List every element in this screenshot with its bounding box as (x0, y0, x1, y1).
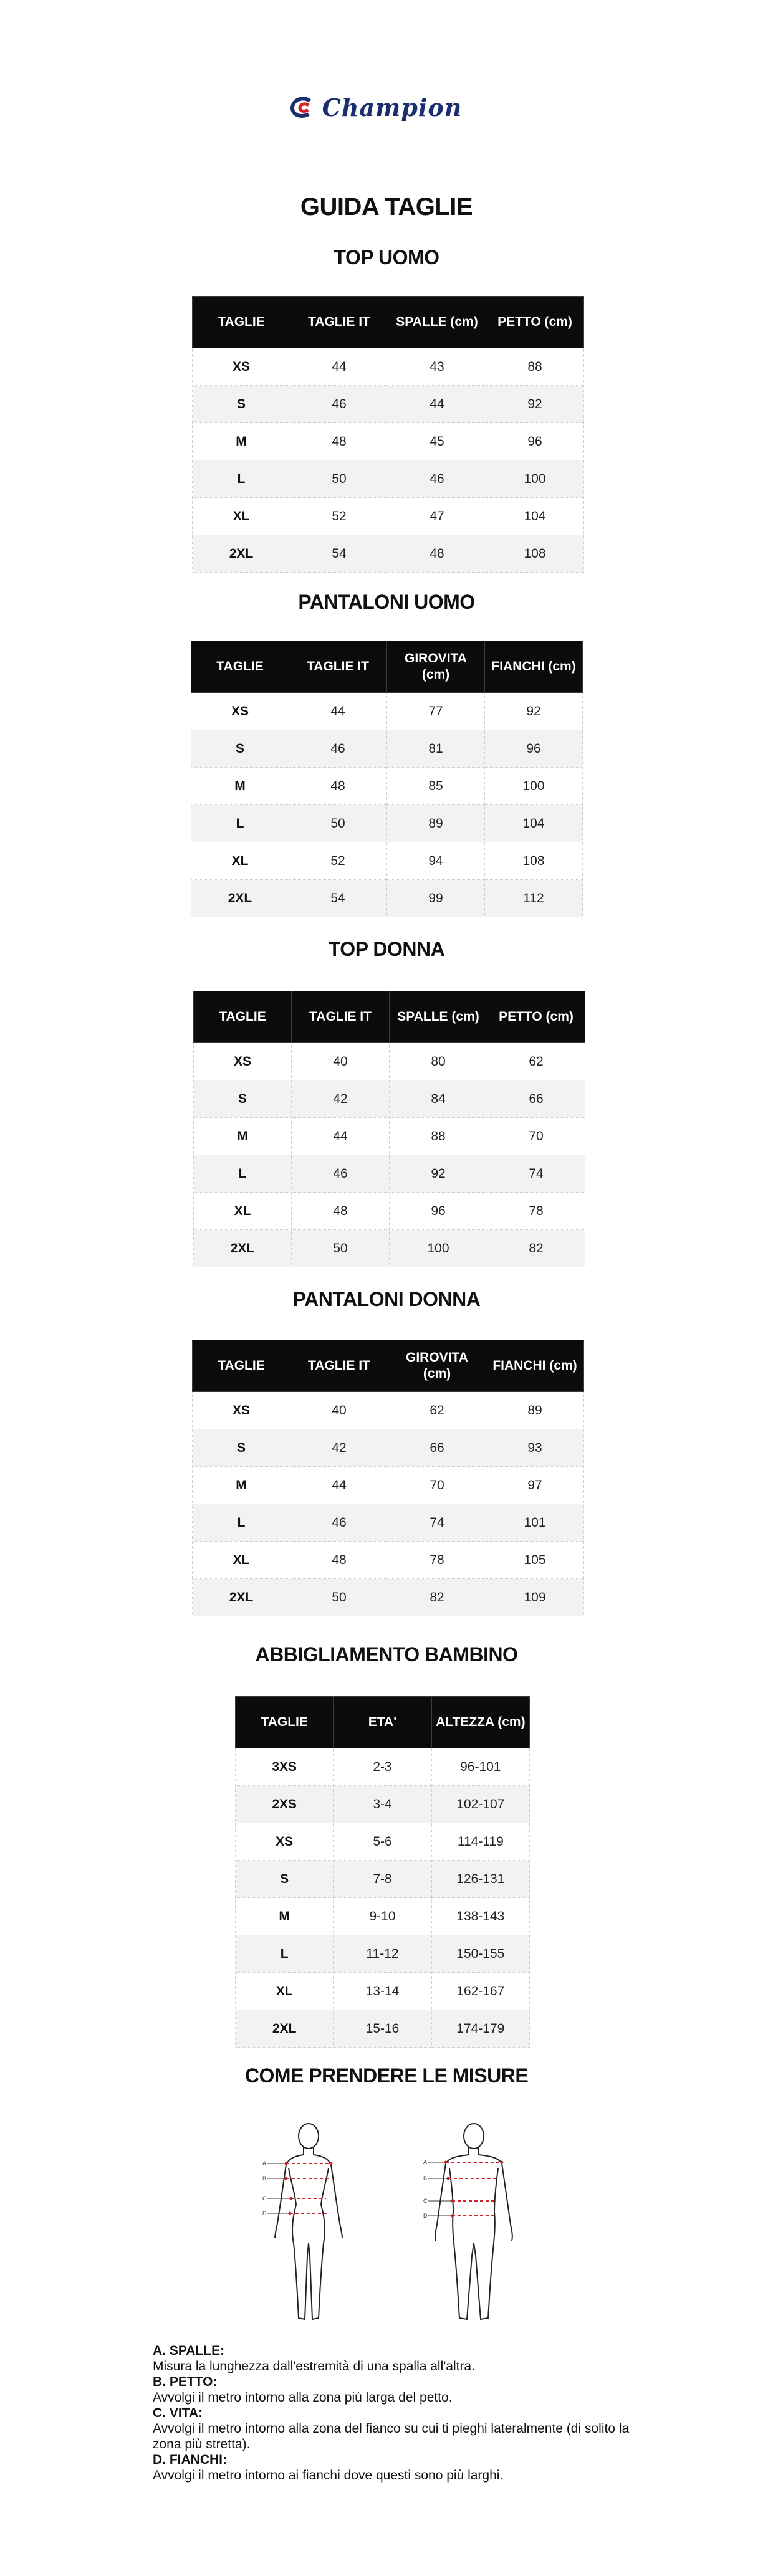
table-cell: 44 (290, 1467, 388, 1504)
table-row (193, 423, 584, 460)
table-cell: 44 (289, 693, 387, 730)
size-label-cell: S (193, 386, 290, 423)
size-table-pantaloni-donna (192, 1340, 584, 1616)
table-cell: 13-14 (334, 1973, 431, 2010)
table-cell: 43 (388, 348, 486, 386)
column-header: GIROVITA (cm) (388, 1340, 486, 1392)
table-cell: 109 (486, 1579, 584, 1616)
table-cell: 44 (388, 386, 486, 423)
table-cell: 96 (390, 1193, 487, 1230)
table-cell: 52 (289, 842, 387, 880)
table-cell: 42 (290, 1429, 388, 1467)
table-row (193, 498, 584, 535)
table-row (236, 1748, 530, 1786)
table-cell: 45 (388, 423, 486, 460)
table-header-row (194, 991, 585, 1043)
size-label-cell: 2XL (191, 880, 289, 917)
size-label-cell: XS (191, 693, 289, 730)
table-row (191, 693, 583, 730)
table-cell: 77 (387, 693, 485, 730)
table-cell: 96 (485, 730, 583, 768)
table-row (191, 730, 583, 768)
table-cell: 7-8 (334, 1861, 431, 1898)
table-cell: 48 (290, 423, 388, 460)
table-cell: 104 (486, 498, 584, 535)
table-cell: 70 (388, 1467, 486, 1504)
column-header: TAGLIE (236, 1697, 334, 1748)
table-row (191, 805, 583, 842)
table-row (194, 1043, 585, 1080)
marker-b: B (423, 2175, 428, 2182)
size-table-top-donna (193, 991, 585, 1267)
table-row (193, 348, 584, 386)
table-row (194, 1118, 585, 1155)
table-cell: 162-167 (431, 1973, 529, 2010)
column-header: SPALLE (cm) (390, 991, 487, 1043)
table-cell: 44 (292, 1118, 390, 1155)
table-cell: 82 (487, 1230, 585, 1267)
table-cell: 174-179 (431, 2010, 529, 2048)
size-label-cell: XS (193, 348, 290, 386)
table-row (193, 1429, 584, 1467)
section-title-top-donna: TOP DONNA (328, 938, 445, 960)
table-cell: 102-107 (431, 1786, 529, 1823)
column-header: ALTEZZA (cm) (431, 1697, 529, 1748)
size-label-cell: M (193, 423, 290, 460)
size-table-top-uomo (192, 296, 584, 573)
table-header-row (193, 297, 584, 348)
table-row (191, 842, 583, 880)
marker-b: B (262, 2175, 267, 2182)
section-title-pantaloni-donna: PANTALONI DONNA (292, 1288, 481, 1310)
size-label-cell: 3XS (236, 1748, 334, 1786)
table-cell: 85 (387, 768, 485, 805)
table-row (236, 1823, 530, 1861)
column-header: TAGLIE IT (290, 297, 388, 348)
table-cell: 84 (390, 1080, 487, 1118)
table-cell: 126-131 (431, 1861, 529, 1898)
table-cell: 114-119 (431, 1823, 529, 1861)
table-cell: 99 (387, 880, 485, 917)
table-cell: 54 (289, 880, 387, 917)
size-label-cell: S (236, 1861, 334, 1898)
female-body-figure (246, 2119, 371, 2330)
table-cell: 88 (390, 1118, 487, 1155)
table-cell: 96-101 (431, 1748, 529, 1786)
size-label-cell: XL (194, 1193, 292, 1230)
size-table-bambino (235, 1696, 530, 2048)
table-cell: 50 (290, 1579, 388, 1616)
table-cell: 52 (290, 498, 388, 535)
table-row (236, 1973, 530, 2010)
table-row (193, 460, 584, 498)
table-cell: 92 (485, 693, 583, 730)
table-cell: 44 (290, 348, 388, 386)
size-label-cell: M (236, 1898, 334, 1935)
column-header: ETA' (334, 1697, 431, 1748)
table-row (236, 1786, 530, 1823)
column-header: TAGLIE (191, 641, 289, 693)
table-cell: 48 (289, 768, 387, 805)
table-cell: 78 (388, 1542, 486, 1579)
table-cell: 74 (487, 1155, 585, 1193)
brand-wordmark (311, 93, 463, 122)
table-row (191, 768, 583, 805)
size-label-cell: M (194, 1118, 292, 1155)
size-label-cell: XL (193, 1542, 290, 1579)
table-row (193, 1504, 584, 1542)
size-label-cell: XS (193, 1392, 290, 1429)
table-cell: 46 (289, 730, 387, 768)
table-cell: 40 (290, 1392, 388, 1429)
table-row (193, 1467, 584, 1504)
table-row (193, 1392, 584, 1429)
male-body-figure (408, 2119, 539, 2330)
table-cell: 3-4 (334, 1786, 431, 1823)
marker-a: A (423, 2159, 428, 2165)
table-row (236, 1898, 530, 1935)
table-header-row (236, 1697, 530, 1748)
table-cell: 50 (292, 1230, 390, 1267)
table-cell: 46 (388, 460, 486, 498)
table-cell: 92 (486, 386, 584, 423)
size-label-cell: S (193, 1429, 290, 1467)
table-cell: 150-155 (431, 1935, 529, 1973)
marker-d: D (423, 2213, 428, 2219)
table-cell: 112 (485, 880, 583, 917)
table-cell: 138-143 (431, 1898, 529, 1935)
size-label-cell: L (193, 1504, 290, 1542)
table-cell: 40 (292, 1043, 390, 1080)
size-label-cell: 2XL (194, 1230, 292, 1267)
legend-text-spalle: Misura la lunghezza dall'estremità di una spalla all'altra. (153, 2359, 475, 2373)
table-row (236, 2010, 530, 2048)
size-table-pantaloni-uomo (191, 641, 583, 917)
size-label-cell: XS (194, 1043, 292, 1080)
table-header-row (193, 1340, 584, 1392)
table-cell: 50 (289, 805, 387, 842)
size-label-cell: M (191, 768, 289, 805)
legend-head-spalle: A. SPALLE: (153, 2344, 225, 2358)
marker-d: D (262, 2210, 267, 2216)
table-cell: 46 (290, 386, 388, 423)
size-label-cell: S (191, 730, 289, 768)
table-cell: 89 (486, 1392, 584, 1429)
champion-c-icon (290, 97, 315, 118)
brand-logo (0, 93, 773, 143)
column-header: TAGLIE IT (292, 991, 390, 1043)
table-cell: 89 (387, 805, 485, 842)
size-label-cell: M (193, 1467, 290, 1504)
table-cell: 108 (485, 842, 583, 880)
column-header: TAGLIE (193, 297, 290, 348)
table-row (236, 1935, 530, 1973)
table-row (193, 535, 584, 573)
size-label-cell: L (191, 805, 289, 842)
table-cell: 101 (486, 1504, 584, 1542)
section-title-top-uomo: TOP UOMO (334, 246, 439, 269)
column-header: PETTO (cm) (486, 297, 584, 348)
size-label-cell: L (194, 1155, 292, 1193)
column-header: GIROVITA (cm) (387, 641, 485, 693)
table-cell: 104 (485, 805, 583, 842)
size-label-cell: S (194, 1080, 292, 1118)
table-cell: 15-16 (334, 2010, 431, 2048)
table-cell: 66 (487, 1080, 585, 1118)
size-label-cell: L (193, 460, 290, 498)
table-row (194, 1080, 585, 1118)
table-cell: 66 (388, 1429, 486, 1467)
table-cell: 42 (292, 1080, 390, 1118)
table-cell: 100 (486, 460, 584, 498)
table-cell: 93 (486, 1429, 584, 1467)
table-cell: 70 (487, 1118, 585, 1155)
size-label-cell: XS (236, 1823, 334, 1861)
table-row (191, 880, 583, 917)
table-header-row (191, 641, 583, 693)
column-header: FIANCHI (cm) (486, 1340, 584, 1392)
legend-text-petto: Avvolgi il metro intorno alla zona più larga del petto. (153, 2390, 453, 2405)
size-label-cell: L (236, 1935, 334, 1973)
size-label-cell: XL (193, 498, 290, 535)
size-label-cell: 2XL (193, 535, 290, 573)
marker-a: A (262, 2160, 267, 2167)
column-header: SPALLE (cm) (388, 297, 486, 348)
table-cell: 92 (390, 1155, 487, 1193)
table-cell: 54 (290, 535, 388, 573)
legend-head-fianchi: D. FIANCHI: (153, 2453, 227, 2467)
table-row (193, 1542, 584, 1579)
size-label-cell: XL (236, 1973, 334, 2010)
table-cell: 100 (390, 1230, 487, 1267)
table-cell: 46 (290, 1504, 388, 1542)
section-title-misure: COME PRENDERE LE MISURE (244, 2064, 529, 2087)
measurement-figures (0, 2119, 773, 2330)
marker-c: C (423, 2198, 428, 2204)
table-cell: 80 (390, 1043, 487, 1080)
legend-text-fianchi: Avvolgi il metro intorno ai fianchi dove questi sono più larghi. (153, 2468, 504, 2483)
table-cell: 74 (388, 1504, 486, 1542)
column-header: PETTO (cm) (487, 991, 585, 1043)
legend-text-vita: Avvolgi il metro intorno alla zona del fianco su cui ti pieghi lateralmente (di solito la zona più stretta). (153, 2421, 630, 2451)
table-cell: 108 (486, 535, 584, 573)
size-label-cell: 2XL (193, 1579, 290, 1616)
size-label-cell: XL (191, 842, 289, 880)
measurement-legend (153, 2343, 639, 2483)
table-row (193, 386, 584, 423)
table-cell: 81 (387, 730, 485, 768)
table-cell: 105 (486, 1542, 584, 1579)
table-cell: 48 (292, 1193, 390, 1230)
table-cell: 78 (487, 1193, 585, 1230)
table-cell: 2-3 (334, 1748, 431, 1786)
table-row (194, 1193, 585, 1230)
column-header: FIANCHI (cm) (485, 641, 583, 693)
table-cell: 48 (290, 1542, 388, 1579)
table-row (194, 1155, 585, 1193)
column-header: TAGLIE (194, 991, 292, 1043)
column-header: TAGLIE IT (289, 641, 387, 693)
table-cell: 47 (388, 498, 486, 535)
table-cell: 62 (487, 1043, 585, 1080)
column-header: TAGLIE IT (290, 1340, 388, 1392)
table-cell: 100 (485, 768, 583, 805)
page-title: GUIDA TAGLIE (300, 193, 473, 221)
table-cell: 46 (292, 1155, 390, 1193)
table-row (194, 1230, 585, 1267)
table-cell: 11-12 (334, 1935, 431, 1973)
table-cell: 50 (290, 460, 388, 498)
table-cell: 94 (387, 842, 485, 880)
table-cell: 9-10 (334, 1898, 431, 1935)
section-title-pantaloni-uomo: PANTALONI UOMO (298, 591, 475, 613)
table-cell: 82 (388, 1579, 486, 1616)
table-cell: 5-6 (334, 1823, 431, 1861)
table-cell: 97 (486, 1467, 584, 1504)
table-cell: 88 (486, 348, 584, 386)
brand-name: Champion (322, 93, 463, 122)
table-cell: 48 (388, 535, 486, 573)
section-title-bambino: ABBIGLIAMENTO BAMBINO (255, 1643, 518, 1666)
legend-head-vita: C. VITA: (153, 2406, 203, 2420)
table-row (236, 1861, 530, 1898)
marker-c: C (262, 2195, 267, 2202)
table-cell: 96 (486, 423, 584, 460)
size-label-cell: 2XS (236, 1786, 334, 1823)
table-row (193, 1579, 584, 1616)
column-header: TAGLIE (193, 1340, 290, 1392)
legend-head-petto: B. PETTO: (153, 2375, 218, 2389)
table-cell: 62 (388, 1392, 486, 1429)
size-label-cell: 2XL (236, 2010, 334, 2048)
